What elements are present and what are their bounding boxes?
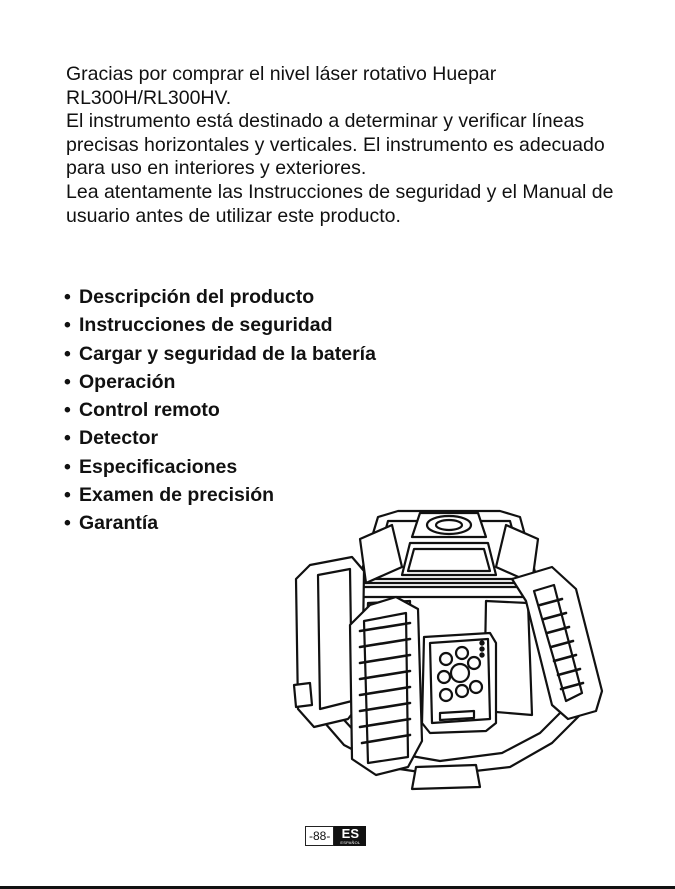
bullet: • xyxy=(64,427,71,450)
contents-item xyxy=(64,311,376,339)
laser-head xyxy=(358,511,538,583)
contents-item xyxy=(64,424,376,452)
bullet: • xyxy=(64,484,71,507)
control-panel xyxy=(422,633,496,733)
contents-item xyxy=(64,453,376,481)
contents-item-label: Operación xyxy=(79,370,176,393)
bullet: • xyxy=(64,455,71,478)
front-grip xyxy=(350,597,422,775)
language-code: ES xyxy=(341,825,360,841)
bullet: • xyxy=(64,286,71,308)
intro-paragraph: Lea atentamente las Instrucciones de seguridad y el Manual de usuario antes de utilizar este producto. xyxy=(66,180,614,227)
contents-item xyxy=(64,283,376,311)
bullet: • xyxy=(64,342,71,365)
bullet: • xyxy=(64,399,71,422)
rotary-laser-illustration xyxy=(290,505,606,795)
intro-text xyxy=(66,63,626,228)
intro-paragraph: Gracias por comprar el nivel láser rotativo Huepar RL300H/RL300HV. xyxy=(66,63,497,109)
contents-item-label: Especificaciones xyxy=(79,455,238,478)
contents-item-label: Instrucciones de seguridad xyxy=(79,314,333,337)
contents-list xyxy=(64,283,376,538)
contents-item-label: Examen de precisión xyxy=(79,484,275,507)
contents-item-label: Control remoto xyxy=(79,399,220,422)
page-number: -88- xyxy=(305,826,334,846)
page-footer xyxy=(305,826,366,846)
device-feet xyxy=(412,765,480,789)
bullet: • xyxy=(64,370,71,393)
contents-item xyxy=(64,340,376,368)
intro-paragraph: El instrumento está destinado a determinar y verificar líneas precisas horizontales y verticales. El instrumento es adecuado para uso en interiores y exteriores. xyxy=(66,110,605,180)
bullet: • xyxy=(64,314,71,337)
contents-item xyxy=(64,368,376,396)
contents-item-label: Cargar y seguridad de la batería xyxy=(79,342,376,365)
contents-item-label: Detector xyxy=(79,427,159,450)
contents-item-label: Garantía xyxy=(79,512,159,535)
contents-item xyxy=(64,396,376,424)
language-badge xyxy=(334,826,366,846)
bullet: • xyxy=(64,512,71,535)
contents-item-label: Descripción del producto xyxy=(79,286,315,308)
language-name: ESPAÑOL xyxy=(340,839,361,845)
